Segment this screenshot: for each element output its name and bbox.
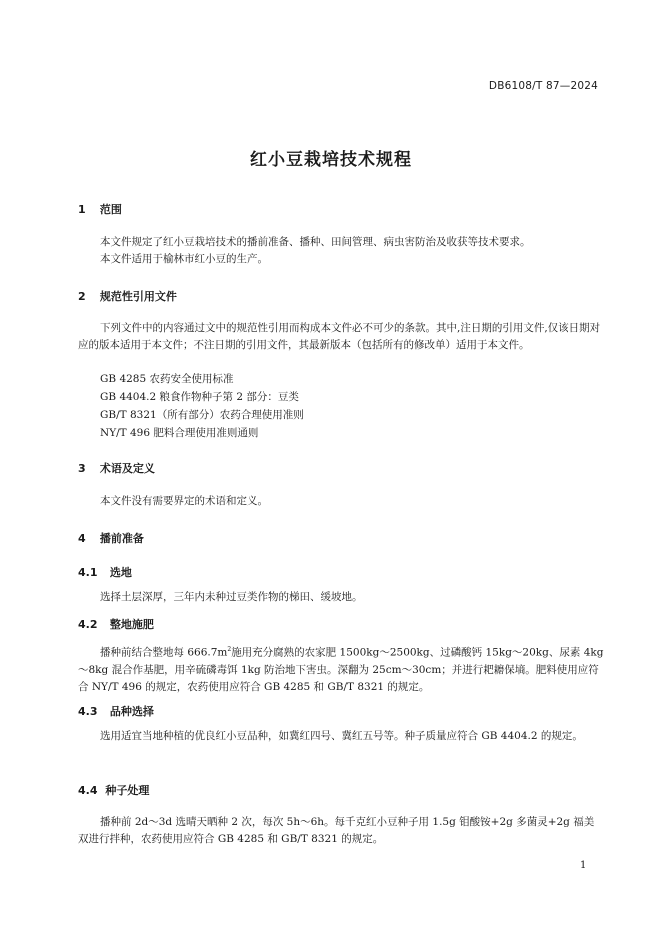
section-title: 播前准备: [99, 532, 144, 545]
section-3-paragraph-1: 本文件没有需要界定的术语和定义。: [100, 495, 268, 507]
subsection-4-4-heading: [78, 782, 149, 798]
subsection-4-2-paragraph: [78, 641, 604, 696]
subsection-4-1-paragraph: 选择土层深厚，三年内未种过豆类作物的梯田、缓坡地。: [100, 591, 363, 603]
section-title: 规范性引用文件: [99, 290, 177, 303]
subsection-4-1-heading: [78, 564, 132, 580]
section-2-paragraph-1: 下列文件中的内容通过文中的规范性引用而构成本文件必不可少的条款。其中,注日期的引用文件,仅该日期对应的版本适用于本文件；不注日期的引用文件，其最新版本（包括所有的修改单）适用于本文件。: [78, 322, 601, 351]
standard-code: DB6108/T 87—2024: [488, 80, 598, 92]
reference-item: GB 4285 农药安全使用标准: [100, 373, 234, 385]
section-number: 4: [78, 532, 86, 545]
subsection-4-2-heading: [78, 616, 154, 632]
subsection-number: 4.3: [78, 705, 98, 718]
subsection-4-3-paragraph: 选用适宜当地种植的优良红小豆品种，如冀红四号、冀红五号等。种子质量应符合 GB 4404.2 的规定。: [100, 730, 583, 742]
subsection-title: 选地: [109, 566, 132, 579]
paragraph-text-part: 播种前结合整地每 666.7m: [100, 646, 228, 659]
subsection-title: 品种选择: [109, 705, 154, 718]
section-4-heading: [78, 530, 144, 546]
section-title: 术语及定义: [99, 462, 155, 475]
subsection-title: 整地施肥: [109, 618, 154, 631]
section-3-heading: [78, 460, 155, 476]
reference-item: NY/T 496 肥料合理使用准则通则: [100, 427, 259, 439]
page-number: 1: [580, 860, 587, 871]
subsection-number: 4.1: [78, 566, 98, 579]
section-2-heading: [78, 288, 177, 304]
section-1-paragraph-2: 本文件适用于榆林市红小豆的生产。: [100, 253, 268, 265]
section-number: 1: [78, 203, 86, 216]
section-title: 范围: [99, 203, 122, 216]
superscript: 2: [227, 646, 232, 653]
reference-item: GB 4404.2 粮食作物种子第 2 部分：豆类: [100, 391, 299, 403]
subsection-4-3-heading: [78, 703, 154, 719]
section-number: 2: [78, 290, 86, 303]
subsection-number: 4.4: [78, 784, 98, 797]
paragraph-text-part: 施用充分腐熟的农家肥 1500kg～2500kg、过磷酸钙 15kg～20kg、尿素 4kg～8kg 混合作基肥，用辛硫磷毒饵 1kg 防治地下害虫。深翻为 25cm～30cm；并进行耙耱保墒。肥料使用应符合 NY/T 496 的规定，农药使用应符合 GB 4285 和 GB/T 8321 的规定。: [78, 646, 604, 693]
reference-item: GB/T 8321（所有部分）农药合理使用准则: [100, 409, 304, 421]
section-number: 3: [78, 462, 86, 475]
subsection-title: 种子处理: [105, 784, 150, 797]
subsection-4-4-paragraph: 播种前 2d～3d 选晴天晒种 2 次，每次 5h～6h。每千克红小豆种子用 1.5g 钼酸铵+2g 多菌灵+2g 福美双进行拌种，农药使用应符合 GB 4285 和 GB/T 8321 的规定。: [78, 816, 595, 845]
document-title: 红小豆栽培技术规程: [250, 150, 412, 170]
subsection-number: 4.2: [78, 618, 98, 631]
section-1-paragraph-1: 本文件规定了红小豆栽培技术的播前准备、播种、田间管理、病虫害防治及收获等技术要求。: [100, 236, 531, 248]
section-1-heading: [78, 201, 122, 217]
